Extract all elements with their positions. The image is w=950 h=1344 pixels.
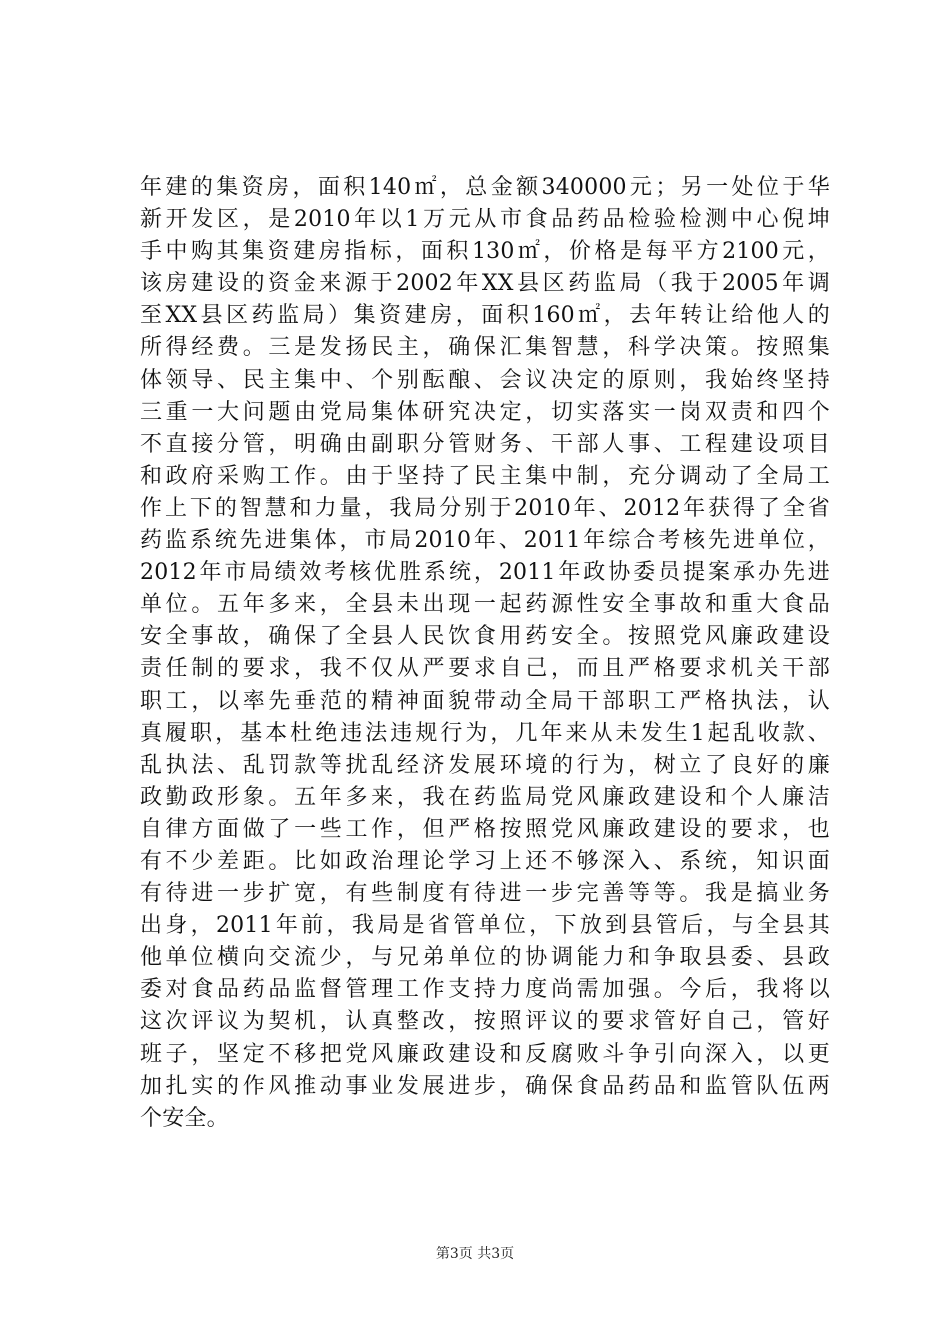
text-line: 安全事故，确保了全县人民饮食用药安全。按照党风廉政建设 [140, 624, 830, 650]
text-line: 2012年市局绩效考核优胜系统，2011年政协委员提案承办先进 [140, 560, 830, 586]
text-line: 体领导、民主集中、个别酝酿、会议决定的原则，我始终坚持 [140, 367, 830, 393]
text-line: 这次评议为契机，认真整改，按照评议的要求管好自己，管好 [140, 1009, 830, 1035]
text-line: 单位。五年多来，全县未出现一起药源性安全事故和重大食品 [140, 592, 830, 618]
text-line: 不直接分管，明确由副职分管财务、干部人事、工程建设项目 [140, 431, 830, 457]
text-line: 责任制的要求，我不仅从严要求自己，而且严格要求机关干部 [140, 656, 830, 682]
text-line: 有待进一步扩宽，有些制度有待进一步完善等等。我是搞业务 [140, 881, 830, 907]
text-line: 真履职，基本杜绝违法违规行为，几年来从未发生1起乱收款、 [140, 720, 830, 746]
text-line: 职工，以率先垂范的精神面貌带动全局干部职工严格执法，认 [140, 688, 830, 714]
text-line: 有不少差距。比如政治理论学习上还不够深入、系统，知识面 [140, 848, 830, 874]
text-line: 所得经费。三是发扬民主，确保汇集智慧，科学决策。按照集 [140, 335, 830, 361]
text-line: 年建的集资房，面积140㎡，总金额340000元；另一处位于华 [140, 175, 830, 200]
text-line: 新开发区，是2010年以1万元从市食品药品检验检测中心倪坤 [140, 207, 830, 233]
text-line: 加扎实的作风推动事业发展进步，确保食品药品和监管队伍两 [140, 1073, 830, 1099]
text-line: 手中购其集资建房指标，面积130㎡，价格是每平方2100元， [140, 239, 830, 265]
text-line: 乱执法、乱罚款等扰乱经济发展环境的行为，树立了良好的廉 [140, 752, 830, 778]
text-line: 药监系统先进集体，市局2010年、2011年综合考核先进单位， [140, 528, 830, 554]
text-line: 委对食品药品监督管理工作支持力度尚需加强。今后，我将以 [140, 977, 830, 1003]
text-line: 至XX县区药监局）集资建房，面积160㎡，去年转让给他人的 [140, 303, 830, 329]
text-line: 作上下的智慧和力量，我局分别于2010年、2012年获得了全省 [140, 495, 830, 521]
text-line: 政勤政形象。五年多来，我在药监局党风廉政建设和个人廉洁 [140, 784, 830, 810]
text-line: 个安全。 [140, 1105, 229, 1131]
text-line: 班子，坚定不移把党风廉政建设和反腐败斗争引向深入，以更 [140, 1041, 830, 1067]
text-line: 和政府采购工作。由于坚持了民主集中制，充分调动了全局工 [140, 463, 830, 489]
text-line: 该房建设的资金来源于2002年XX县区药监局（我于2005年调 [140, 271, 830, 297]
page-footer: 第3页 共3页 [435, 1246, 515, 1262]
text-line: 自律方面做了一些工作，但严格按照党风廉政建设的要求，也 [140, 816, 830, 842]
text-line: 出身，2011年前，我局是省管单位，下放到县管后，与全县其 [140, 913, 830, 939]
text-line: 他单位横向交流少，与兄弟单位的协调能力和争取县委、县政 [140, 945, 830, 971]
body-paragraph [140, 172, 830, 1135]
text-line: 三重一大问题由党局集体研究决定，切实落实一岗双责和四个 [140, 399, 830, 425]
